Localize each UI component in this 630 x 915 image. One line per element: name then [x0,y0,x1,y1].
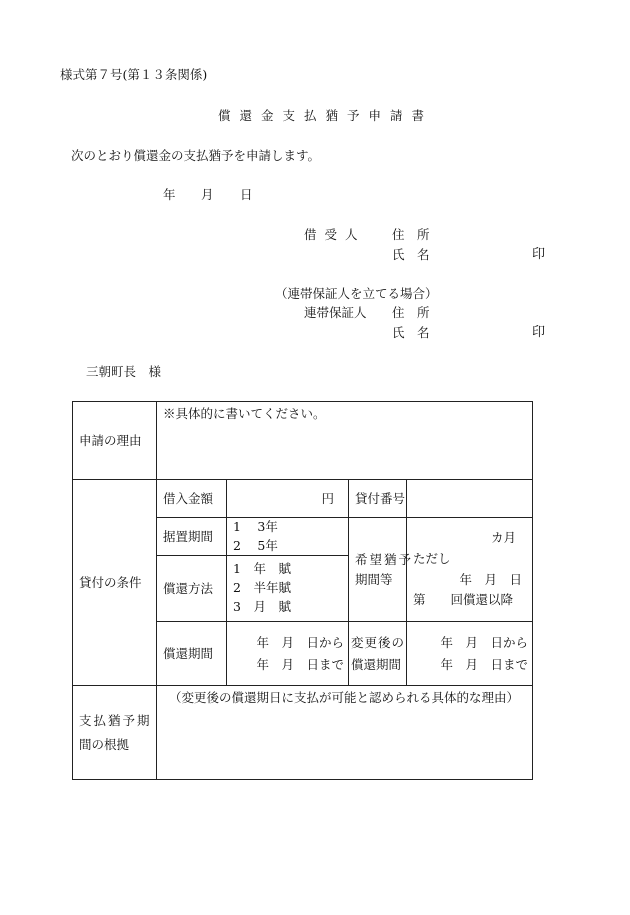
guarantor-note: （連帯保証人を立てる場合） [275,286,438,301]
page-title: 償還金支払猶予申請書 [218,108,434,123]
however-text: ただし [413,550,451,566]
repayment-option-1[interactable]: 1 年 賦 [233,561,291,577]
addressee: 三朝町長 様 [86,364,162,379]
repayment-option-3[interactable]: 3 月 賦 [233,598,291,614]
date-day: 日 [240,187,253,202]
repayment-to: 年 月 日まで [256,656,344,672]
desired-date: 年 月 日 [459,571,523,587]
repayment-method-label: 償還方法 [157,556,227,622]
changed-period-label-line1: 変更後の [351,635,406,651]
desired-period-field[interactable] [407,518,533,622]
repayment-options[interactable] [227,556,349,622]
borrower-seal-icon: 印 [532,247,546,262]
form-number: 様式第７号(第１３条関係) [60,67,208,82]
changed-to: 年 月 日まで [440,656,529,672]
desired-period-label-line1: 希望猶予 [355,551,414,567]
basis-label-line1: 支払猶予期 [79,712,152,728]
changed-period-label-line2: 償還期間 [351,656,402,672]
guarantor-name-label: 氏 名 [392,325,430,340]
borrower-role: 借 受 人 [304,227,360,242]
basis-label [73,686,157,780]
borrower-name-label: 氏 名 [392,247,430,262]
borrower-address-label: 住 所 [392,227,430,242]
deferment-option-2[interactable]: 2 5年 [233,537,278,553]
repayment-from: 年 月 日から [256,635,344,651]
reason-note: ※具体的に書いてください。 [163,406,326,421]
basis-field[interactable] [157,686,533,780]
repayment-period-label: 償還期間 [157,622,227,686]
changed-period-label [349,622,407,686]
yen-unit: 円 [321,490,334,506]
deferment-option-1[interactable]: 1 3年 [233,519,278,535]
loan-conditions-label: 貸付の条件 [73,480,157,686]
repayment-option-2[interactable]: 2 半年賦 [233,580,291,596]
date-year: 年 [163,187,176,202]
installment-text: 第 回償還以降 [413,592,514,608]
loan-number-label: 貸付番号 [349,480,407,518]
deferment-options[interactable] [227,518,349,556]
reason-label: 申請の理由 [73,402,157,480]
basis-label-line2: 間の根拠 [79,736,130,752]
borrowed-amount-label: 借入金額 [157,480,227,518]
desired-period-label [349,518,414,622]
basis-note: （変更後の償還期日に支払が可能と認められる具体的な理由） [169,690,520,705]
loan-number-field[interactable] [407,480,533,518]
reason-field[interactable] [157,402,533,480]
guarantor-role: 連帯保証人 [304,305,367,320]
guarantor-seal-icon: 印 [532,325,546,340]
date-month: 月 [201,187,214,202]
changed-from: 年 月 日から [440,635,529,651]
borrowed-amount-field[interactable] [227,480,349,518]
changed-period-field[interactable] [407,622,533,686]
guarantor-address-label: 住 所 [392,305,430,320]
application-table [72,401,533,780]
deferment-label: 据置期間 [157,518,227,556]
intro-text: 次のとおり償還金の支払猶予を申請します。 [71,148,321,163]
desired-period-label-line2: 期間等 [355,571,393,587]
months-unit: カ月 [491,530,517,546]
repayment-period-field[interactable] [227,622,349,686]
